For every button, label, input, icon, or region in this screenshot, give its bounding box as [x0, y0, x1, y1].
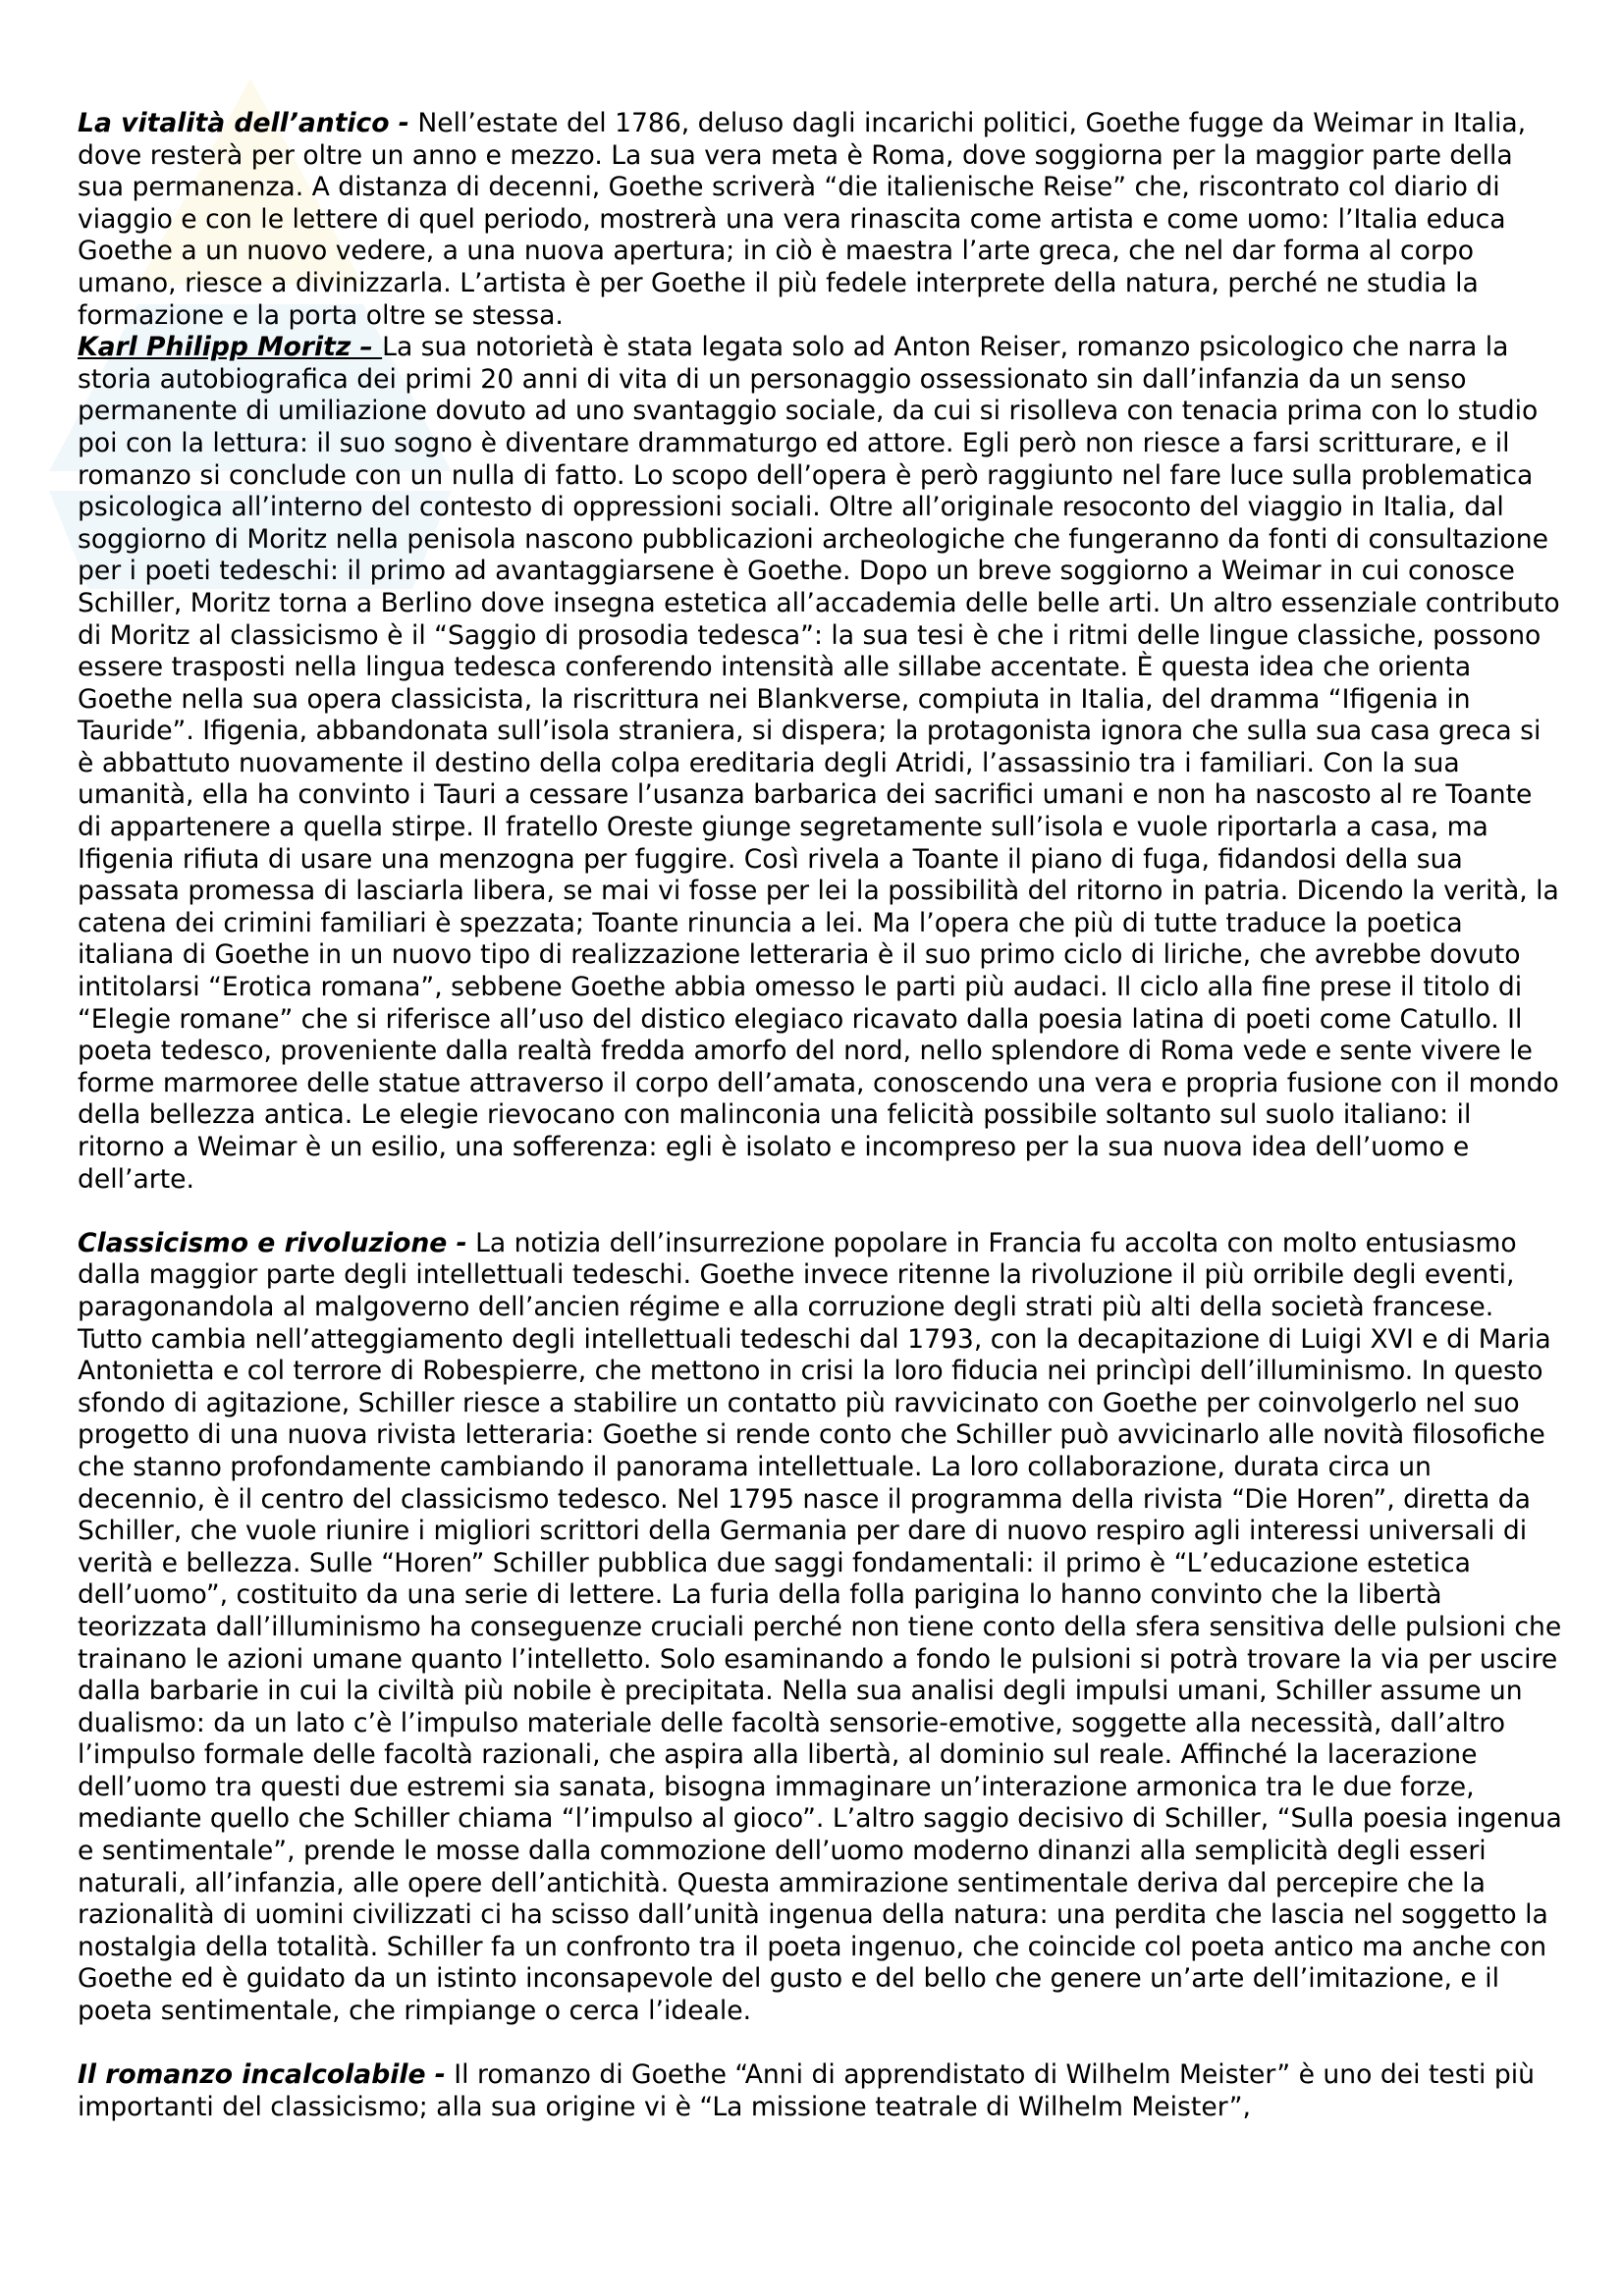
section-heading-romanzo-incalcolabile: Il romanzo incalcolabile -: [78, 2059, 446, 2091]
section-heading-karl-philipp-moritz: Karl Philipp Moritz –: [78, 332, 383, 363]
paragraph-vitalita-antico: [78, 108, 1563, 332]
paragraph-romanzo-incalcolabile: [78, 2059, 1563, 2123]
paragraph-text-vitalita-antico: Nell’estate del 1786, deluso dagli incarichi politici, Goethe fugge da Weimar in Italia, dove resterà per oltre un anno e mezzo. La sua vera meta è Roma, dove soggiorna per la maggior parte della sua permanenza. A distanza di decenni, Goethe scriverà “die italienische Reise” che, riscontrato col diario di viaggio e con le lettere di quel periodo, mostrerà una vera rinascita come artista e come uomo: l’Italia educa Goethe a un nuovo vedere, a una nuova apertura; in ciò è maestra l’arte greca, che nel dar forma al corpo umano, riesce a divinizzarla. L’artista è per Goethe il più fedele interprete della natura, perché ne studia la formazione e la porta oltre se stessa.: [78, 108, 1527, 331]
paragraph-karl-philipp-moritz: [78, 332, 1563, 1196]
paragraph-text-romanzo-incalcolabile: Il romanzo di Goethe “Anni di apprendistato di Wilhelm Meister” è uno dei testi più importanti del classicismo; alla sua origine vi è “La missione teatrale di Wilhelm Meister”,: [78, 2059, 1535, 2122]
paragraph-spacer: [78, 2028, 1563, 2060]
paragraph-spacer: [78, 1196, 1563, 1228]
paragraph-classicismo-rivoluzione: [78, 1228, 1563, 2028]
paragraph-text-classicismo-rivoluzione: La notizia dell’insurrezione popolare in Francia fu accolta con molto entusiasmo dalla maggior parte degli intellettuali tedeschi. Goethe invece ritenne la rivoluzione il più orribile degli eventi, paragonandola al malgoverno dell’ancien régime e alla corruzione degli strati più alti della società francese. Tutto cambia nell’atteggiamento degli intellettuali tedeschi dal 1793, con la decapitazione di Luigi XVI e di Maria Antonietta e col terrore di Robespierre, che mettono in crisi la loro fiducia nei princìpi dell’illuminismo. In questo sfondo di agitazione, Schiller riesce a stabilire un contatto più ravvicinato con Goethe per coinvolgerlo nel suo progetto di una nuova rivista letteraria: Goethe si rende conto che Schiller può avvicinarlo alle novità filosofiche che stanno profondamente cambiando il panorama intellettuale. La loro collaborazione, durata circa un decennio, è il centro del classicismo tedesco. Nel 1795 nasce il programma della rivista “Die Horen”, diretta da Schiller, che vuole riunire i migliori scrittori della Germania per dare di nuovo respiro agli interessi universali di verità e bellezza. Sulle “Horen” Schiller pubblica due saggi fondamentali: il primo è “L’educazione estetica dell’uomo”, costituito da una serie di lettere. La furia della folla parigina lo hanno convinto che la libertà teorizzata dall’illuminismo ha conseguenze cruciali perché non tiene conto della sfera sensitiva delle pulsioni che trainano le azioni umane quanto l’intelletto. Solo esaminando a fondo le pulsioni si potrà trovare la via per uscire dalla barbarie in cui la civiltà più nobile è precipitata. Nella sua analisi degli impulsi umani, Schiller assume un dualismo: da un lato c’è l’impulso materiale delle facoltà sensorie-emotive, soggette alla necessità, dall’altro l’impulso formale delle facoltà razionali, che aspira alla libertà, al dominio sul reale. Affinché la lacerazione dell’uomo tra questi due estremi sia sanata, bisogna immaginare un’interazione armonica tra le due forze, mediante quello che Schiller chiama “l’impulso al gioco”. L’altro saggio decisivo di Schiller, “Sulla poesia ingenua e sentimentale”, prende le mosse dalla commozione dell’uomo moderno dinanzi alla semplicità degli esseri naturali, all’infanzia, alle opere dell’antichità. Questa ammirazione sentimentale deriva dal percepire che la razionalità di uomini civilizzati ci ha scisso dall’unità ingenua della natura: una perdita che lascia nel soggetto la nostalgia della totalità. Schiller fa un confronto tra il poeta ingenuo, che coincide col poeta antico ma anche con Goethe ed è guidato da un istinto inconsapevole del gusto e del bello che genere un’arte dell’imitazione, e il poeta sentimentale, che rimpiange o cerca l’ideale.: [78, 1227, 1562, 2027]
paragraph-text-karl-philipp-moritz: La sua notorietà è stata legata solo ad Anton Reiser, romanzo psicologico che narra la storia autobiografica dei primi 20 anni di vita di un personaggio ossessionato sin dall’infanzia da un senso permanente di umiliazione dovuto ad uno svantaggio sociale, da cui si risolleva con tenacia prima con lo studio poi con la lettura: il suo sogno è diventare drammaturgo ed attore. Egli però non riesce a farsi scritturare, e il romanzo si conclude con un nulla di fatto. Lo scopo dell’opera è però raggiunto nel fare luce sulla problematica psicologica all’interno del contesto di oppressioni sociali. Oltre all’originale resoconto del viaggio in Italia, dal soggiorno di Moritz nella penisola nascono pubblicazioni archeologiche che fungeranno da fonti di consultazione per i poeti tedeschi: il primo ad avantaggiarsene è Goethe. Dopo un breve soggiorno a Weimar in cui conosce Schiller, Moritz torna a Berlino dove insegna estetica all’accademia delle belle arti. Un altro essenziale contributo di Moritz al classicismo è il “Saggio di prosodia tedesca”: la sua tesi è che i ritmi delle lingue classiche, possono essere trasposti nella lingua tedesca conferendo intensità alle sillabe accentate. È questa idea che orienta Goethe nella sua opera classicista, la riscrittura nei Blankverse, compiuta in Italia, del dramma “Ifigenia in Tauride”. Ifigenia, abbandonata sull’isola straniera, si dispera; la protagonista ignora che sulla sua casa greca si è abbattuto nuovamente il destino della colpa ereditaria degli Atridi, l’assassinio tra i familiari. Con la sua umanità, ella ha convinto i Tauri a cessare l’usanza barbarica dei sacrifici umani e non ha nascosto al re Toante di appartenere a quella stirpe. Il fratello Oreste giunge segretamente sull’isola e vuole riportarla a casa, ma Ifigenia rifiuta di usare una menzogna per fuggire. Così rivela a Toante il piano di fuga, fidandosi della sua passata promessa di lasciarla libera, se mai vi fosse per lei la possibilità del ritorno in patria. Dicendo la verità, la catena dei crimini familiari è spezzata; Toante rinuncia a lei. Ma l’opera che più di tutte traduce la poetica italiana di Goethe in un nuovo tipo di realizzazione letteraria è il suo primo ciclo di liriche, che avrebbe dovuto intitolarsi “Erotica romana”, sebbene Goethe abbia omesso le parti più audaci. Il ciclo alla fine prese il titolo di “Elegie romane” che si riferisce all’uso del distico elegiaco ricavato dalla poesia latina di poeti come Catullo. Il poeta tedesco, proveniente dalla realtà fredda amorfo del nord, nello splendore di Roma vede e sente vivere le forme marmoree delle statue attraverso il corpo dell’amata, conoscendo una vera e propria fusione con il mondo della bellezza antica. Le elegie rievocano con malinconia una felicità possibile soltanto sul suolo italiano: il ritorno a Weimar è un esilio, una sofferenza: egli è isolato e incompreso per la sua nuova idea dell’uomo e dell’arte.: [78, 332, 1560, 1195]
document-page: [78, 108, 1563, 2123]
section-heading-vitalita-antico: La vitalità dell’antico -: [78, 108, 409, 138]
section-heading-classicismo-rivoluzione: Classicismo e rivoluzione -: [78, 1227, 467, 1258]
